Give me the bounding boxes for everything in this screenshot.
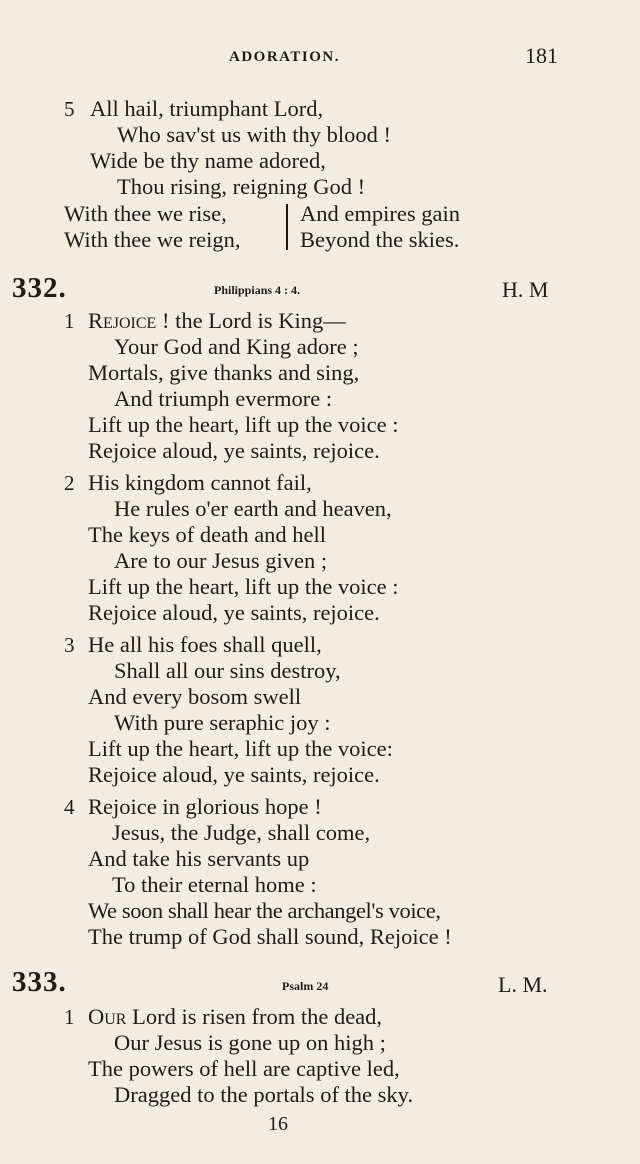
verse-line: He all his foes shall quell, [88, 632, 322, 657]
hymn-number: 333. [12, 966, 67, 998]
stanza-number: 3 [64, 633, 75, 657]
stanza-number: 5 [64, 97, 75, 121]
page-number: 181 [525, 43, 558, 68]
first-word: Our [88, 1004, 127, 1029]
signature-mark: 16 [268, 1113, 288, 1135]
verse-line: Rejoice ! the Lord is King— [88, 308, 346, 333]
verse-line: Rejoice aloud, ye saints, rejoice. [88, 600, 380, 625]
running-header: ADORATION. [229, 49, 340, 65]
verse-line: He rules o'er earth and heaven, [114, 496, 392, 521]
verse-line: Lift up the heart, lift up the voice : [88, 574, 399, 599]
scripture-reference: Psalm 24 [282, 979, 329, 993]
first-word: Rejoice [88, 308, 157, 333]
stanza-number: 1 [64, 309, 75, 333]
stanza-number: 2 [64, 471, 75, 495]
verse-line: Dragged to the portals of the sky. [114, 1082, 414, 1107]
verse-line: Shall all our sins destroy, [114, 658, 341, 683]
verse-line: With thee we rise, [64, 201, 227, 226]
verse-line: And take his servants up [88, 846, 310, 871]
verse-line: Our Jesus is gone up on high ; [114, 1030, 386, 1055]
verse-line: Rejoice aloud, ye saints, rejoice. [88, 762, 380, 787]
verse-line: Rejoice aloud, ye saints, rejoice. [88, 438, 380, 463]
verse-line: His kingdom cannot fail, [88, 470, 312, 495]
verse-line: The keys of death and hell [88, 522, 327, 547]
scripture-reference: Philippians 4 : 4. [214, 283, 301, 297]
verse-line: And every bosom swell [88, 684, 302, 709]
meter: L. M. [498, 972, 548, 997]
verse-line: Thou rising, reigning God ! [117, 174, 366, 199]
verse-line: Your God and King adore ; [114, 334, 359, 359]
verse-line: Rejoice in glorious hope ! [88, 794, 322, 819]
stanza-number: 4 [64, 795, 75, 819]
verse-line: Beyond the skies. [300, 227, 460, 252]
verse-line: All hail, triumphant Lord, [90, 96, 324, 121]
verse-line: With thee we reign, [64, 227, 241, 252]
stanza-number: 1 [64, 1005, 75, 1029]
verse-line: With pure seraphic joy : [114, 710, 331, 735]
verse-line: Jesus, the Judge, shall come, [112, 820, 371, 845]
meter: H. M [502, 277, 549, 302]
verse-line: Wide be thy name adored, [90, 148, 326, 173]
verse-line: The powers of hell are captive led, [88, 1056, 400, 1081]
brace-divider [286, 204, 288, 250]
verse-line: And triumph evermore : [114, 386, 333, 411]
verse-line: The trump of God shall sound, Rejoice ! [88, 924, 452, 949]
verse-line: We soon shall hear the archangel's voice, [88, 898, 441, 923]
verse-line: Mortals, give thanks and sing, [88, 360, 360, 385]
verse-line: And empires gain [300, 201, 460, 226]
verse-line: Are to our Jesus given ; [114, 548, 328, 573]
verse-line: Our Lord is risen from the dead, [88, 1004, 383, 1029]
verse-line: Lift up the heart, lift up the voice: [88, 736, 393, 761]
hymn-number: 332. [12, 272, 67, 304]
verse-line: To their eternal home : [112, 872, 317, 897]
verse-line: Lift up the heart, lift up the voice : [88, 412, 399, 437]
verse-line: Who sav'st us with thy blood ! [117, 122, 392, 147]
